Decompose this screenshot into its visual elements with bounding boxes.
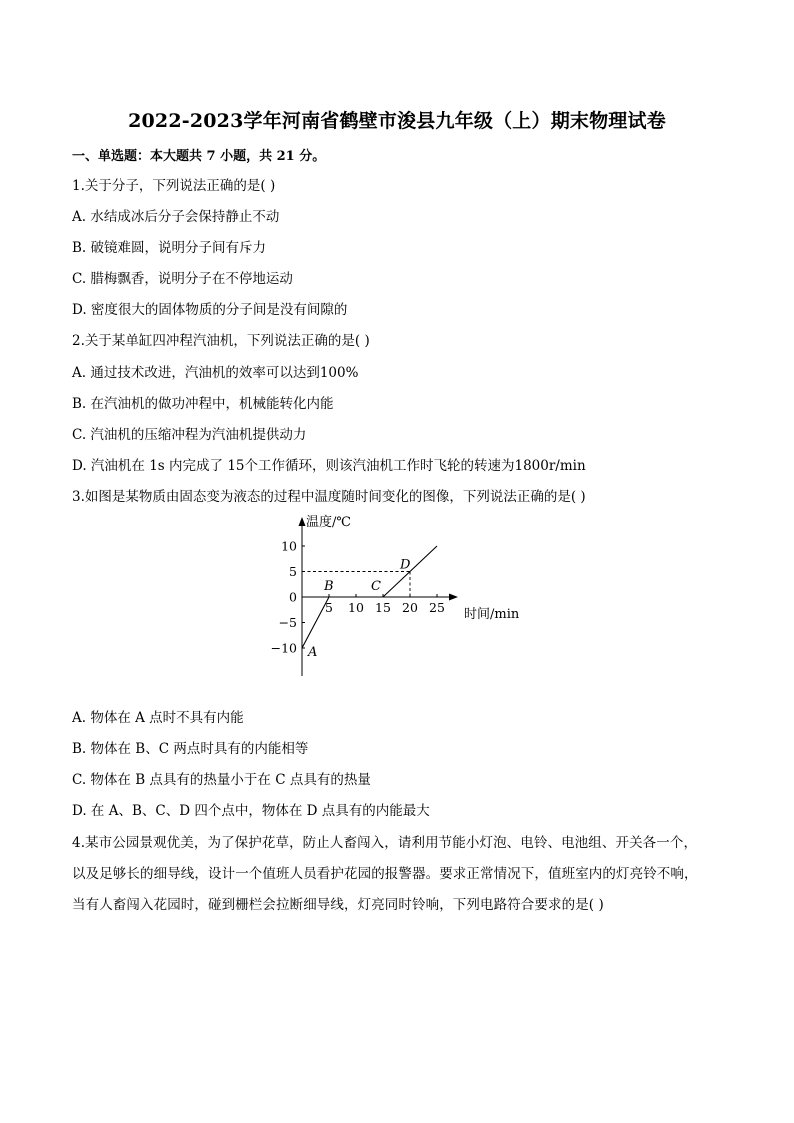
x-axis-arrow [449, 594, 458, 601]
point-label-b: B [324, 579, 334, 594]
x-tick-label-25: 25 [429, 600, 445, 615]
question-1-option-b: B. 破镜难圆，说明分子间有斥力 [72, 240, 267, 256]
y-axis-arrow [299, 517, 306, 526]
x-tick-label-5: 5 [325, 600, 333, 615]
y-tick-label: 5 [289, 564, 297, 579]
section-heading: 一、单选题：本大题共 7 小题，共 21 分。 [72, 149, 326, 164]
question-2-option-c: C. 汽油机的压缩冲程为汽油机提供动力 [72, 427, 307, 443]
question-3-option-c: C. 物体在 B 点具有的热量小于在 C 点具有的热量 [72, 772, 371, 788]
x-axis-label: 时间/min [464, 607, 520, 622]
question-1-option-a: A. 水结成冰后分子会保持静止不动 [72, 209, 280, 225]
question-3-option-d: D. 在 A、B、C、D 四个点中，物体在 D 点具有的内能最大 [72, 803, 430, 819]
y-tick-label: −5 [278, 615, 297, 630]
question-2-option-b: B. 在汽油机的做功冲程中，机械能转化内能 [72, 396, 334, 412]
point-label-c: C [371, 579, 381, 594]
question-3-option-a: A. 物体在 A 点时不具有内能 [72, 710, 244, 726]
y-tick-label: 0 [289, 589, 297, 605]
temperature-time-graph [262, 508, 542, 687]
question-3-option-b: B. 物体在 B、C 两点时具有的内能相等 [72, 741, 309, 757]
y-tick-label: 10 [281, 538, 297, 554]
question-1-stem: 1.关于分子，下列说法正确的是( ) [72, 178, 276, 194]
y-tick-label: −10 [270, 640, 297, 656]
question-2-stem: 2.关于某单缸四冲程汽油机，下列说法正确的是( ) [72, 333, 370, 349]
question-3-stem: 3.如图是某物质由固态变为液态的过程中温度随时间变化的图像，下列说法正确的是( ) [72, 489, 586, 505]
y-axis-label: 温度/℃ [306, 515, 351, 530]
question-1-option-d: D. 密度很大的固体物质的分子间是没有间隙的 [72, 302, 348, 318]
question-4-line-2: 以及足够长的细导线，设计一个值班人员看护花园的报警器。要求正常情况下，值班室内的灯亮铃不响， [72, 866, 698, 882]
point-label-a: A [308, 645, 318, 660]
question-2-option-d: D. 汽油机在 1s 内完成了 15个工作循环，则该汽油机工作时飞轮的转速为1800r/min [72, 458, 586, 474]
question-4-line-1: 4.某市公园景观优美，为了保护花草，防止人畜闯入，请利用节能小灯泡、电铃、电池组、开关各一个， [72, 835, 698, 851]
question-4-line-3: 当有人畜闯入花园时，碰到栅栏会拉断细导线，灯亮同时铃响，下列电路符合要求的是( ) [72, 897, 604, 913]
page-title: 2022-2023学年河南省鹤壁市浚县九年级（上）期末物理试卷 [128, 110, 666, 132]
x-tick-label-20: 20 [402, 600, 418, 615]
question-1-option-c: C. 腊梅飘香，说明分子在不停地运动 [72, 271, 293, 287]
x-tick-label-10: 10 [348, 600, 364, 615]
graph-svg [262, 508, 542, 683]
question-2-option-a: A. 通过技术改进，汽油机的效率可以达到100% [72, 365, 359, 381]
x-tick-label-15: 15 [375, 600, 391, 615]
point-label-d: D [400, 557, 411, 573]
